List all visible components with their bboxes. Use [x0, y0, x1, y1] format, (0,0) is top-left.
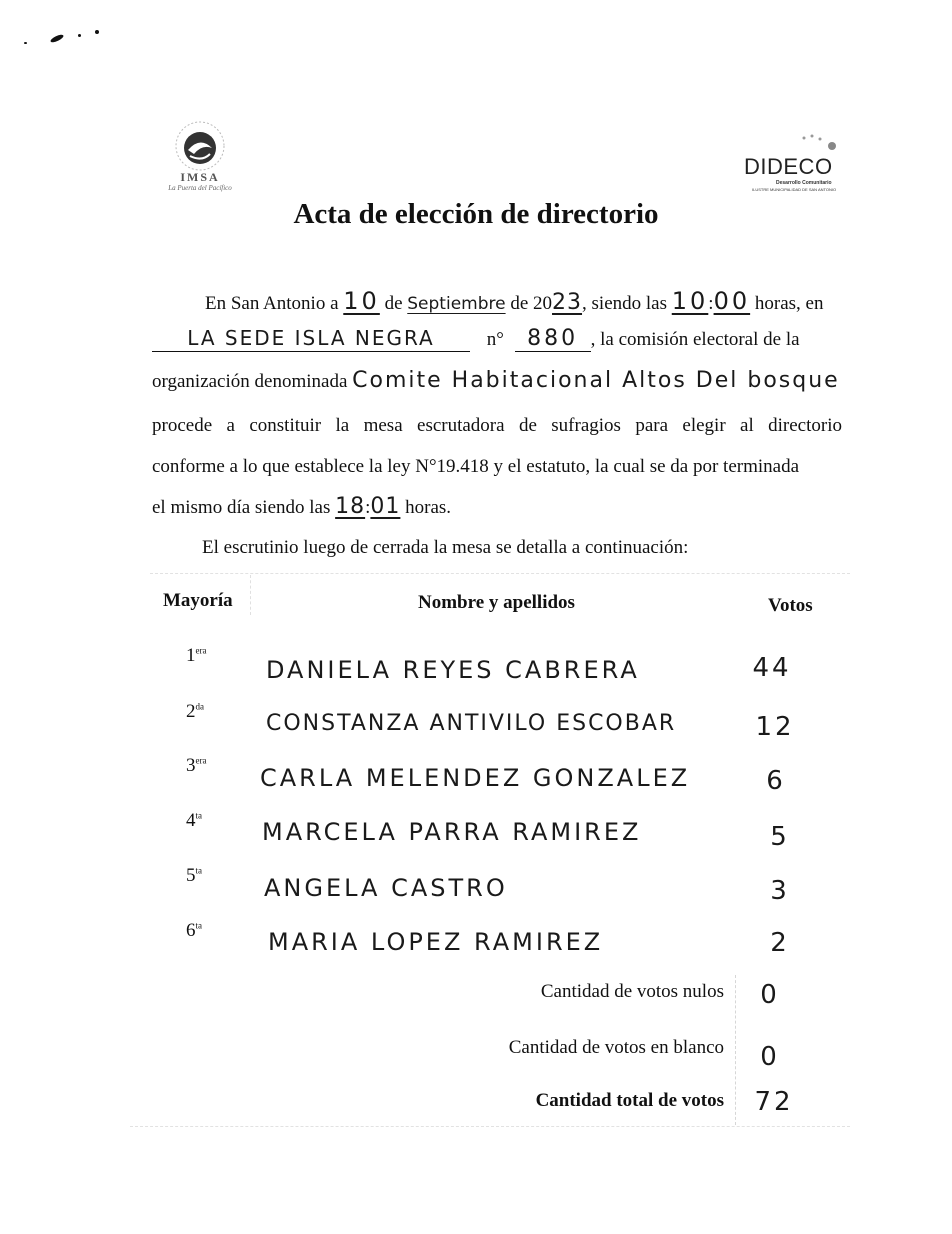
- imsa-name: IMSA: [180, 170, 220, 184]
- total-votes-value: 72: [754, 1087, 794, 1117]
- table-row-votes: 12: [755, 712, 795, 742]
- handwritten-minute: 00: [713, 287, 751, 315]
- handwritten-hour: 10: [671, 287, 709, 315]
- table-row-votes: 5: [770, 822, 790, 852]
- text-segment: de: [384, 293, 403, 314]
- imsa-logo: [150, 118, 250, 196]
- imsa-emblem-icon: [150, 118, 250, 174]
- paragraph-line-3: [152, 368, 952, 393]
- votes-column-guide: [735, 975, 736, 1125]
- rank-column-guide: [250, 575, 251, 615]
- scan-speck: [50, 33, 65, 43]
- handwritten-end-hour: 18: [335, 494, 366, 519]
- blank-votes-label: Cantidad de votos en blanco: [508, 1037, 724, 1058]
- table-row-rank: $2^{da}$: [186, 701, 204, 722]
- table-row-name: CONSTANZA ANTIVILO ESCOBAR: [266, 711, 677, 736]
- table-row-name: DANIELA REYES CABRERA: [266, 656, 640, 684]
- table-row-name: CARLA MELENDEZ GONZALEZ: [260, 764, 691, 792]
- table-row-name: MARCELA PARRA RAMIREZ: [262, 818, 642, 846]
- handwritten-organization: Comite Habitacional Altos Del bosque: [352, 368, 840, 393]
- paragraph-line-2: [152, 326, 842, 352]
- table-bottom-rule: [130, 1126, 850, 1127]
- text-segment: horas, en: [754, 293, 824, 314]
- table-row-name: MARIA LOPEZ RAMIREZ: [268, 928, 604, 956]
- text-segment: :: [365, 497, 371, 518]
- text-segment: el mismo día siendo las: [152, 497, 331, 518]
- dideco-dots-icon: [744, 130, 840, 154]
- scan-speck: [24, 42, 27, 44]
- text-segment: n°: [486, 329, 504, 350]
- paragraph-line-6: [152, 494, 842, 519]
- table-row-votes: 6: [766, 766, 786, 796]
- scan-speck: [95, 30, 99, 34]
- paragraph-line-1: [205, 287, 845, 315]
- table-row-name: ANGELA CASTRO: [264, 874, 508, 902]
- text-segment: organización denominada: [152, 371, 348, 392]
- text-segment: :: [708, 293, 714, 314]
- text-segment: de 20: [510, 293, 553, 314]
- handwritten-number: 880: [527, 326, 579, 351]
- header-votes: Votos: [768, 595, 813, 616]
- text-segment: , siendo las: [582, 293, 667, 314]
- handwritten-place: LA SEDE ISLA NEGRA: [187, 326, 435, 350]
- table-row-rank: $5^{ta}$: [186, 865, 202, 886]
- dideco-line1: Desarrollo Comunitario: [776, 180, 832, 186]
- table-row-rank: $4^{ta}$: [186, 810, 202, 831]
- handwritten-year: 23: [552, 290, 583, 315]
- table-row-votes: 44: [752, 653, 792, 683]
- blank-votes-value: 0: [760, 1042, 780, 1072]
- table-row-rank: $3^{era}$: [186, 755, 207, 776]
- handwritten-day: 10: [343, 287, 380, 315]
- handwritten-end-minute: 01: [370, 494, 401, 519]
- dideco-line2: ILUSTRE MUNICIPALIDAD DE SAN ANTONIO: [752, 187, 837, 192]
- imsa-tagline: La Puerta del Pacífico: [168, 184, 232, 192]
- paragraph-line-4: procede a constituir la mesa escrutadora de sufragios para elegir al directorio: [152, 415, 842, 436]
- text-segment: , la comisión electoral de la: [590, 329, 800, 350]
- scrutiny-intro: El escrutinio luego de cerrada la mesa se detalla a continuación:: [202, 537, 689, 558]
- header-name: Nombre y apellidos: [418, 592, 575, 613]
- handwritten-month: Septiembre: [407, 294, 506, 314]
- dideco-logo: [744, 130, 840, 200]
- table-top-rule: [150, 573, 850, 574]
- page-title: Acta de elección de directorio: [293, 198, 659, 230]
- paragraph-line-5: conforme a lo que establece la ley N°19.418 y el estatuto, la cual se da por terminada: [152, 456, 800, 477]
- dideco-name: DIDECO: [744, 154, 833, 179]
- table-row-votes: 2: [770, 928, 790, 958]
- null-votes-label: Cantidad de votos nulos: [540, 981, 724, 1002]
- header-rank: Mayoría: [163, 590, 233, 611]
- table-row-rank: $1^{era}$: [186, 645, 207, 666]
- text-segment: En San Antonio a: [205, 293, 339, 314]
- table-row-rank: $6^{ta}$: [186, 920, 202, 941]
- total-votes-label: Cantidad total de votos: [535, 1090, 724, 1111]
- scan-speck: [78, 34, 81, 37]
- null-votes-value: 0: [760, 980, 780, 1010]
- table-row-votes: 3: [770, 876, 790, 906]
- text-segment: horas.: [405, 497, 452, 518]
